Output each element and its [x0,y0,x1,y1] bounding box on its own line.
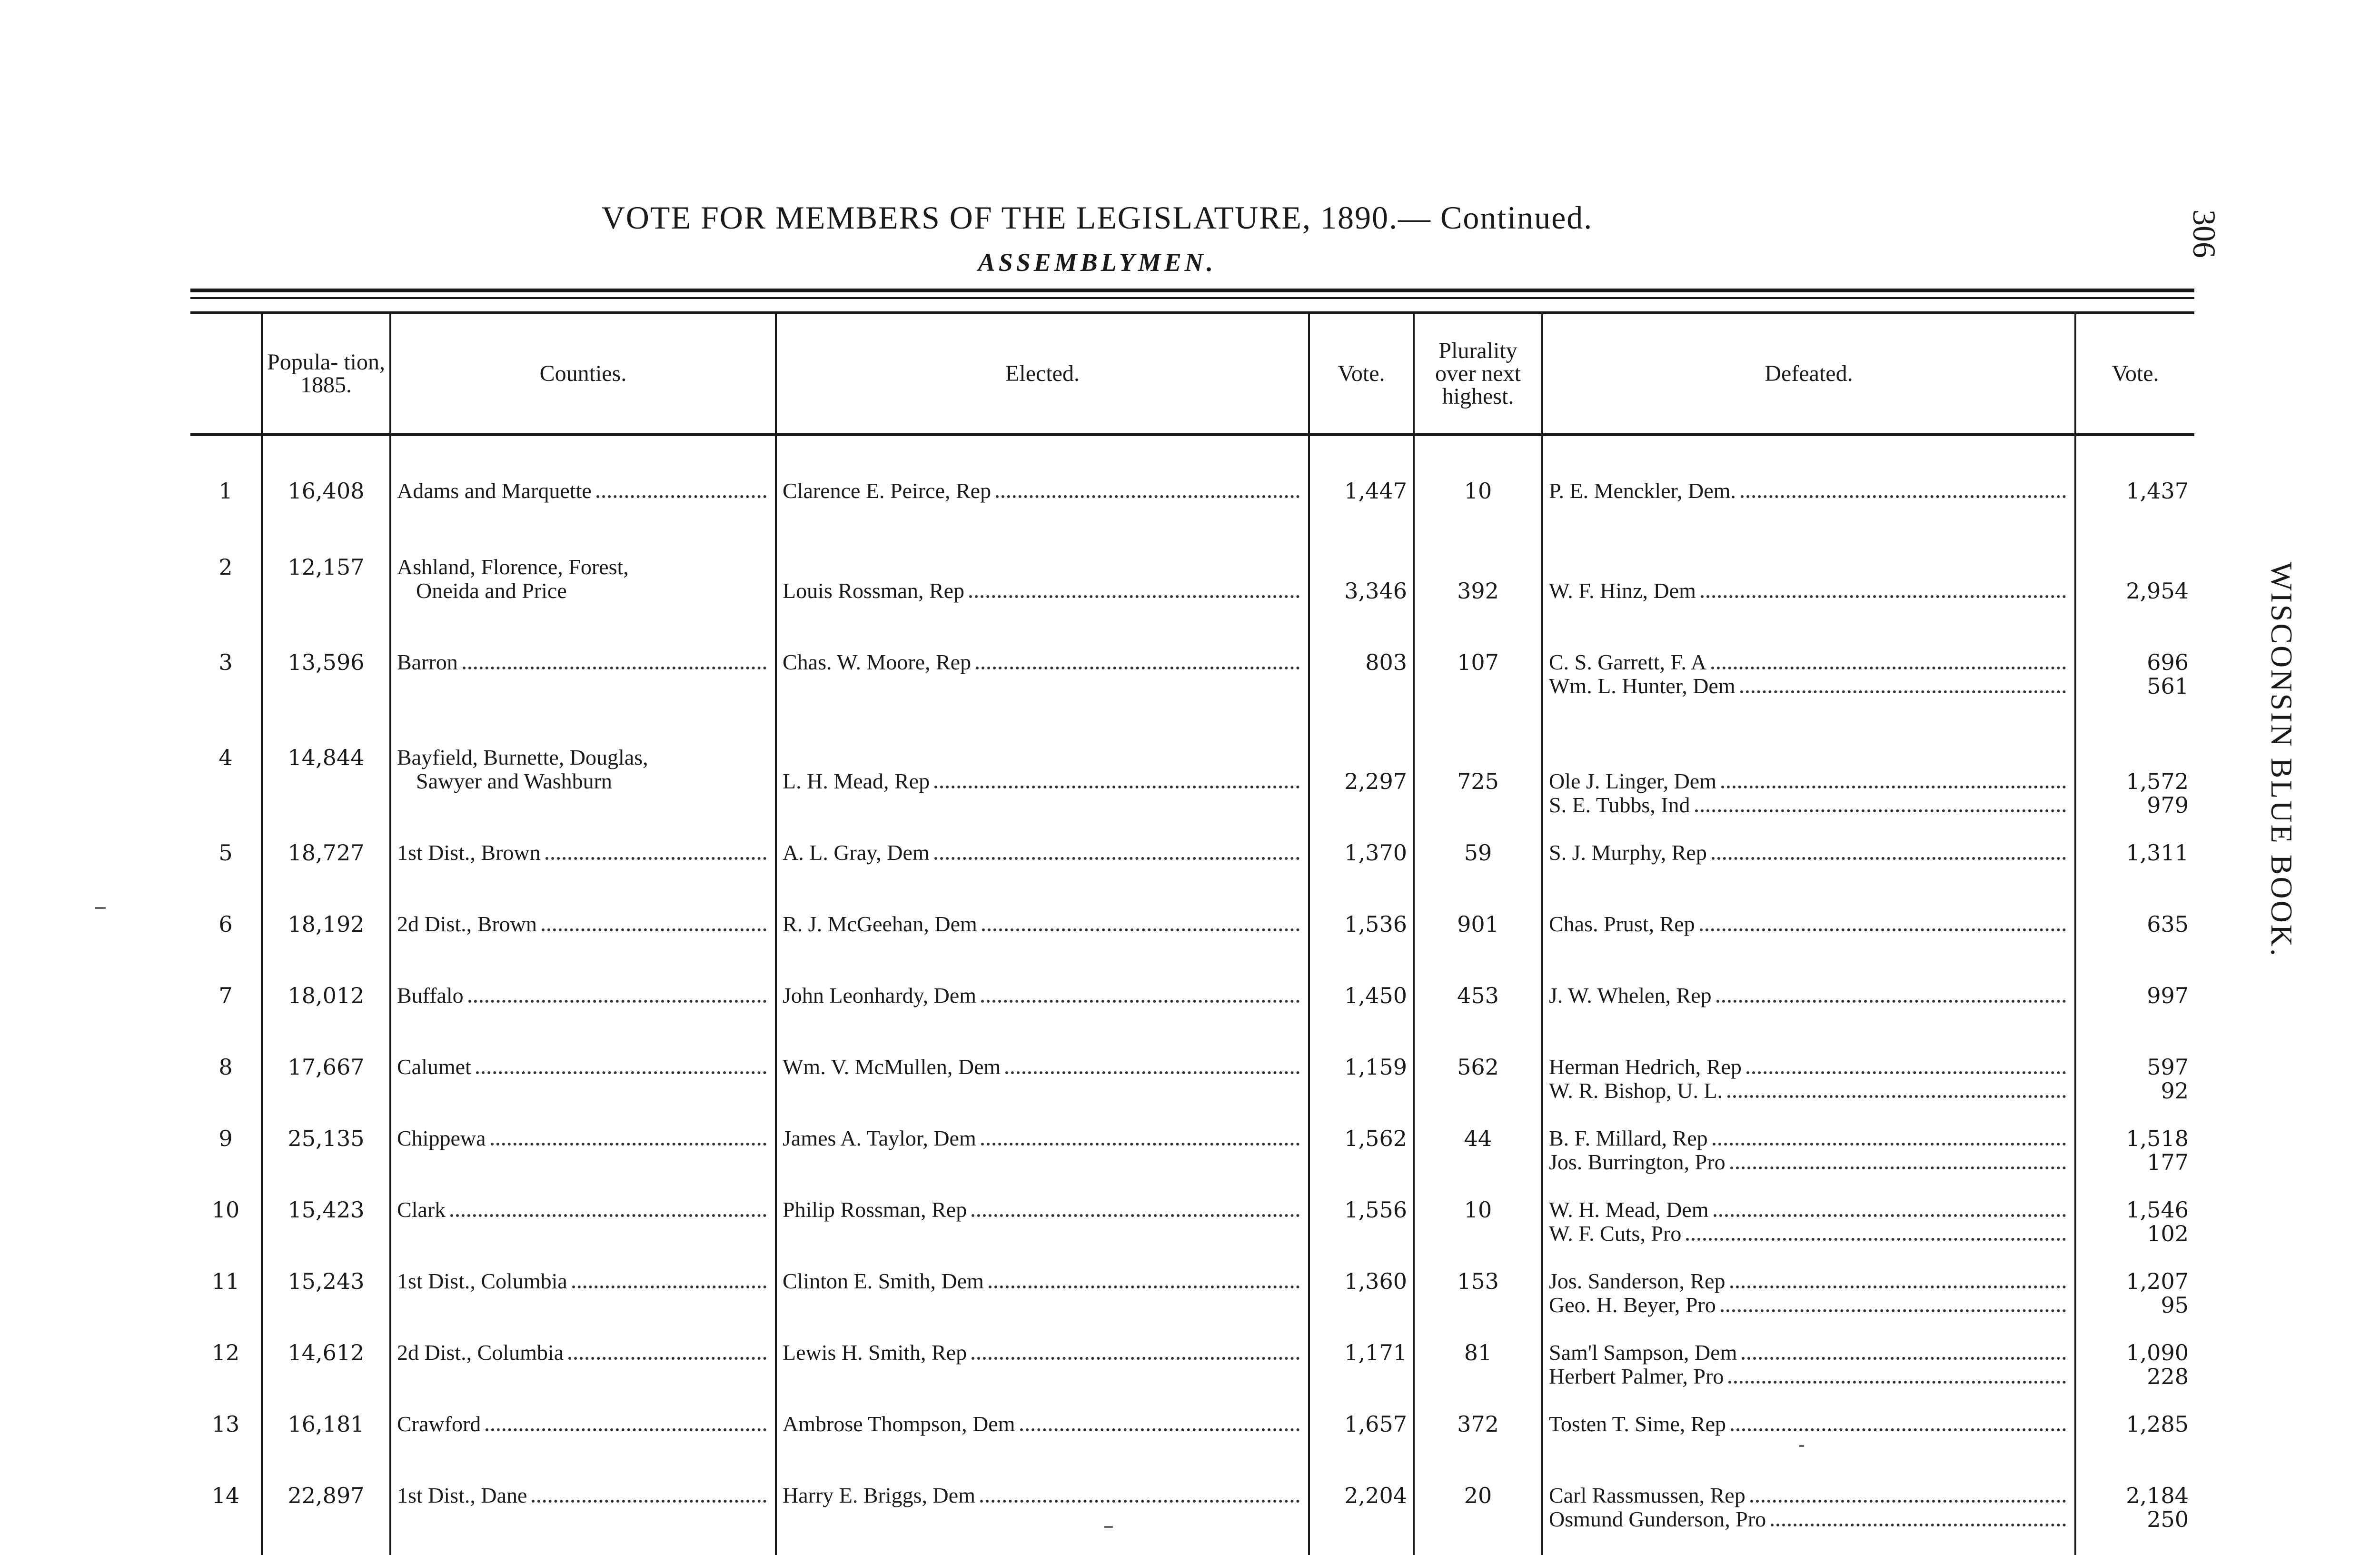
population-cell: 15,243 [262,1269,390,1341]
district-number: 5 [218,841,233,866]
table-row [190,841,2194,912]
defeated-vote-cell: 1,572 979 [2075,746,2194,841]
elected-cell: James A. Taylor, Dem [776,1126,1309,1198]
table-row [190,1484,2194,1555]
plurality-cell: 153 [1414,1269,1542,1341]
plurality-cell: 901 [1414,912,1542,984]
plurality-cell: 392 [1414,555,1542,650]
vote-cell: 1,536 [1309,912,1414,984]
population-cell: 18,727 [262,841,390,912]
defeated-cell: Jos. Sanderson, Rep Geo. H. Beyer, Pro [1542,1269,2075,1341]
defeated-vote-cell: 1,090 228 [2075,1341,2194,1412]
population-cell: 22,897 [262,1484,390,1555]
district-number: 9 [218,1126,233,1151]
table-row [190,1198,2194,1269]
defeated-cell: B. F. Millard, Rep Jos. Burrington, Pro [1542,1126,2075,1198]
plurality-cell: 44 [1414,1126,1542,1198]
counties-cell: Ashland, Florence, Forest, Oneida and Price [390,555,776,650]
table-row [190,984,2194,1055]
defeated-vote-cell: 1,518 177 [2075,1126,2194,1198]
district-number: 8 [218,1055,233,1080]
vote-cell: 2,204 [1309,1484,1414,1555]
district-number: 13 [211,1412,240,1437]
elected-cell: Clarence E. Peirce, Rep [776,435,1309,555]
population-cell: 17,667 [262,1055,390,1126]
stray-mark [1104,1526,1113,1528]
defeated-vote-cell: 1,437 [2075,435,2194,555]
population-cell: 14,844 [262,746,390,841]
stray-mark [1799,1445,1804,1447]
defeated-vote-cell: 1,311 [2075,841,2194,912]
column-header-elected: Elected. [776,314,1309,435]
defeated-vote-cell: 635 [2075,912,2194,984]
table-row [190,912,2194,984]
vote-cell: 2,297 [1309,746,1414,841]
elected-cell: Harry E. Briggs, Dem [776,1484,1309,1555]
table-row [190,1055,2194,1126]
population-cell: 14,612 [262,1341,390,1412]
counties-cell: Barron [390,650,776,746]
district-number: 2 [218,555,233,580]
elected-cell: R. J. McGeehan, Dem [776,912,1309,984]
district-number: 6 [218,912,233,937]
elected-cell: Wm. V. McMullen, Dem [776,1055,1309,1126]
defeated-vote-cell: 1,207 95 [2075,1269,2194,1341]
defeated-cell: S. J. Murphy, Rep [1542,841,2075,912]
counties-cell: Calumet [390,1055,776,1126]
district-number: 7 [218,984,233,1008]
plurality-cell: 59 [1414,841,1542,912]
defeated-cell: C. S. Garrett, F. A Wm. L. Hunter, Dem [1542,650,2075,746]
district-number: 4 [218,746,233,770]
defeated-vote-cell: 2,184 250 [2075,1484,2194,1555]
plurality-cell: 562 [1414,1055,1542,1126]
defeated-cell: Sam'l Sampson, Dem Herbert Palmer, Pro [1542,1341,2075,1412]
table-row [190,746,2194,841]
vote-cell: 803 [1309,650,1414,746]
vote-cell: 1,171 [1309,1341,1414,1412]
counties-cell: Crawford [390,1412,776,1484]
elected-cell: A. L. Gray, Dem [776,841,1309,912]
plurality-cell: 107 [1414,650,1542,746]
elected-cell: John Leonhardy, Dem [776,984,1309,1055]
plurality-cell: 372 [1414,1412,1542,1484]
counties-cell: Chippewa [390,1126,776,1198]
column-header-vote: Vote. [1309,314,1414,435]
plurality-cell: 453 [1414,984,1542,1055]
district-number: 10 [211,1198,240,1223]
column-header-defeated: Defeated. [1542,314,2075,435]
vote-cell: 3,346 [1309,555,1414,650]
elected-cell: Philip Rossman, Rep [776,1198,1309,1269]
population-cell: 16,408 [262,435,390,555]
plurality-cell: 81 [1414,1341,1542,1412]
counties-cell: Bayfield, Burnette, Douglas, Sawyer and Washburn [390,746,776,841]
population-cell: 18,012 [262,984,390,1055]
defeated-cell: Herman Hedrich, Rep W. R. Bishop, U. L. [1542,1055,2075,1126]
plurality-cell: 10 [1414,435,1542,555]
elected-cell: Chas. W. Moore, Rep [776,650,1309,746]
column-header-population: Popula- tion, 1885. [262,314,390,435]
counties-cell: 1st Dist., Brown [390,841,776,912]
counties-cell: Buffalo [390,984,776,1055]
district-number: 14 [211,1484,240,1508]
population-cell: 16,181 [262,1412,390,1484]
vote-cell: 1,360 [1309,1269,1414,1341]
elected-cell: Louis Rossman, Rep [776,555,1309,650]
elected-cell: Clinton E. Smith, Dem [776,1269,1309,1341]
defeated-vote-cell: 597 92 [2075,1055,2194,1126]
elected-cell: Lewis H. Smith, Rep [776,1341,1309,1412]
defeated-vote-cell: 696 561 [2075,650,2194,746]
counties-cell: Adams and Marquette [390,435,776,555]
population-cell: 12,157 [262,555,390,650]
district-number: 1 [218,478,233,504]
defeated-cell: W. H. Mead, Dem W. F. Cuts, Pro [1542,1198,2075,1269]
header-row [190,314,2194,435]
population-cell: 15,423 [262,1198,390,1269]
elected-cell: L. H. Mead, Rep [776,746,1309,841]
elected-cell: Ambrose Thompson, Dem [776,1412,1309,1484]
table-row [190,1269,2194,1341]
plurality-cell: 10 [1414,1198,1542,1269]
running-title: WISCONSIN BLUE BOOK. [2265,562,2299,958]
column-header-plurality: Plurality over next highest. [1414,314,1542,435]
counties-cell: 2d Dist., Brown [390,912,776,984]
page-number: 306 [2186,209,2222,258]
vote-cell: 1,657 [1309,1412,1414,1484]
table-row [190,1412,2194,1484]
table-row [190,650,2194,746]
stray-mark [95,907,106,909]
population-cell: 18,192 [262,912,390,984]
defeated-vote-cell: 1,285 [2075,1412,2194,1484]
vote-cell: 1,447 [1309,435,1414,555]
plurality-cell: 725 [1414,746,1542,841]
table-row [190,1341,2194,1412]
defeated-cell: P. E. Menckler, Dem. [1542,435,2075,555]
section-subtitle: ASSEMBLYMEN. [978,248,1217,277]
vote-cell: 1,450 [1309,984,1414,1055]
table-row [190,435,2194,555]
district-number: 3 [218,650,233,675]
defeated-cell: Ole J. Linger, Dem S. E. Tubbs, Ind [1542,746,2075,841]
plurality-cell: 20 [1414,1484,1542,1555]
vote-cell: 1,159 [1309,1055,1414,1126]
vote-cell: 1,556 [1309,1198,1414,1269]
vote-cell: 1,370 [1309,841,1414,912]
population-cell: 13,596 [262,650,390,746]
defeated-cell: Carl Rassmussen, Rep Osmund Gunderson, Pro [1542,1484,2075,1555]
defeated-vote-cell: 1,546 102 [2075,1198,2194,1269]
column-header-defeated-vote: Vote. [2075,314,2194,435]
district-number: 12 [211,1341,240,1366]
page-title: VOTE FOR MEMBERS OF THE LEGISLATURE, 1890.— Continued. [601,199,1593,236]
defeated-vote-cell: 997 [2075,984,2194,1055]
legislature-vote-table [190,314,2194,1555]
district-number: 11 [211,1269,240,1294]
population-cell: 25,135 [262,1126,390,1198]
column-header-counties: Counties. [390,314,776,435]
defeated-cell: W. F. Hinz, Dem [1542,555,2075,650]
defeated-cell: Tosten T. Sime, Rep [1542,1412,2075,1484]
table-row [190,555,2194,650]
counties-cell: 2d Dist., Columbia [390,1341,776,1412]
defeated-vote-cell: 2,954 [2075,555,2194,650]
counties-cell: 1st Dist., Dane [390,1484,776,1555]
defeated-cell: Chas. Prust, Rep [1542,912,2075,984]
table-row [190,1126,2194,1198]
defeated-cell: J. W. Whelen, Rep [1542,984,2075,1055]
vote-cell: 1,562 [1309,1126,1414,1198]
column-header-number [190,314,262,435]
header-rule-thick [190,289,2194,292]
counties-cell: 1st Dist., Columbia [390,1269,776,1341]
counties-cell: Clark [390,1198,776,1269]
header-rule-thin [190,297,2194,299]
